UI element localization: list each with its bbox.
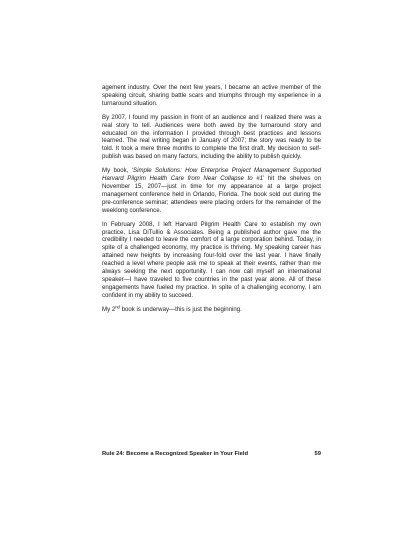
paragraph-5-lead: My 2 (102, 305, 116, 313)
running-head: Rule 24: Become a Recognized Speaker in Your Field (102, 451, 249, 457)
paragraph-3 (102, 167, 321, 214)
paragraph-4: In February 2008, I left Harvard Pilgrim Health Care to establish my own practice, Lisa DiTullio & Associates. Being a published author gave me the credibility I needed to leave the comfort of a large corporation behind. Today, in spite of a challenged economy, my practice is thriving. My speaking career has attained new heights by increasing four-fold over the last year. I have finally reached a level where people ask me to speak at their events, rather than me always seeking the next opportunity. I can now call myself an international speaker—I have traveled to five countries in the past year alone. All of these engagements have fueled my practice. In spite of a challenging economy, I am confident in my ability to succeed. (102, 220, 321, 299)
paragraph-5-rest: book is underway—this is just the beginning. (119, 305, 242, 313)
paragraph-3-lead: My book, ‘ (102, 167, 134, 175)
paragraph-5 (102, 306, 321, 314)
page-number: 59 (314, 451, 321, 457)
ordinal-suffix: nd (115, 304, 120, 310)
paragraph-1: agement industry. Over the next few years, I became an active member of the speaking circuit, sharing battle scars and triumphs through my experience in a turnaround situation. (102, 84, 321, 107)
paragraph-2: By 2007, I found my passion in front of an audience and I realized there was a real story to tell. Audiences were both awed by the turnaround story and educated on the information I provided through best practices and lessons learned. The real writing began in January of 2007; the story was ready to be told. It took a mere three months to complete the first draft. My decision to self-publish was based on many factors, including the ability to publish quickly. (102, 113, 321, 161)
page-footer (102, 451, 321, 458)
paragraph-3-rest: ’ hit the shelves on November 15, 2007—just in time for my appearance at a large project management conference held in Orlando, Florida. The book sold out during the pre-conference seminar; attendees were placing orders for the remainder of the weeklong conference. (102, 175, 321, 214)
book-title: Simple Solutions: How Enterprise Project Management Supported Harvard Pilgrim Health Care from Near Collapse to #1 (102, 167, 321, 183)
body-text (102, 84, 321, 320)
